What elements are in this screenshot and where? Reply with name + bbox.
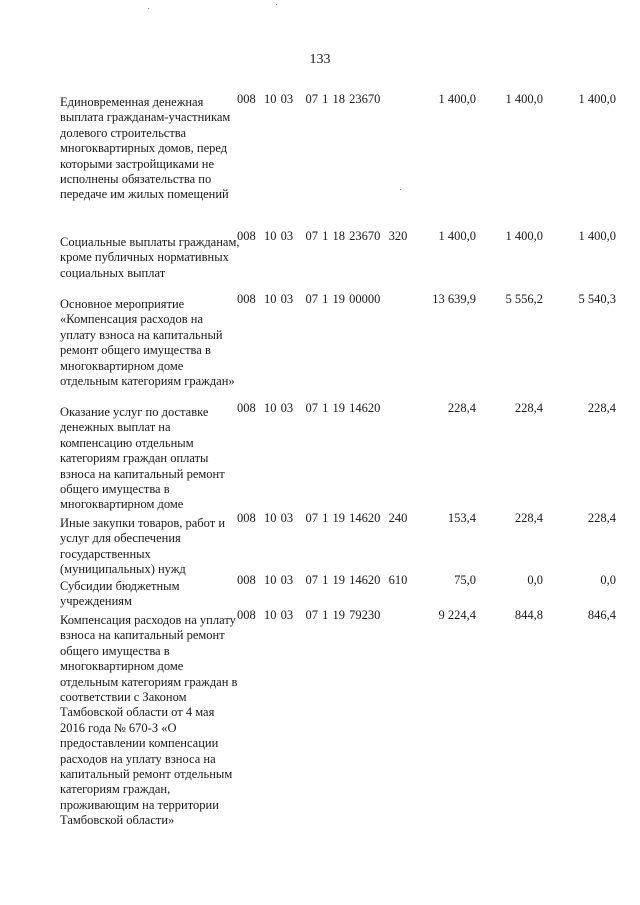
row-value-1: 1 400,0 [438, 92, 476, 106]
row-code: 008 10 03 07 1 18 23670 [237, 92, 381, 106]
row-description: Социальные выплаты гражданам, кроме публичных нормативных социальных выплат [60, 235, 240, 280]
row-code: 008 10 03 07 1 19 00000 [237, 292, 381, 306]
row-value-3: 0,0 [600, 573, 616, 587]
row-value-2: 1 400,0 [505, 92, 543, 106]
row-value-1: 13 639,9 [432, 292, 476, 306]
row-value-2: 1 400,0 [505, 229, 543, 243]
row-value-2: 5 556,2 [505, 292, 543, 306]
scan-speck [276, 4, 277, 5]
row-value-1: 228,4 [447, 401, 476, 415]
row-value-3: 5 540,3 [578, 292, 616, 306]
scan-speck [400, 189, 401, 190]
row-value-2: 844,8 [514, 608, 543, 622]
row-code: 008 10 03 07 1 19 79230 [237, 608, 381, 622]
row-value-1: 75,0 [454, 573, 476, 587]
row-value-1: 153,4 [447, 511, 476, 525]
row-description: Иные закупки товаров, работ и услуг для обеспечения государственных (муниципальных) нужд [60, 516, 226, 577]
row-value-3: 1 400,0 [578, 92, 616, 106]
row-value-3: 1 400,0 [578, 229, 616, 243]
row-description: Оказание услуг по доставке денежных выплат на компенсацию отдельным категориям граждан оплаты взноса на капитальный ремонт общего имущества в многоквартирном доме [60, 405, 225, 512]
row-description: Компенсация расходов на уплату взноса на капитальный ремонт общего имущества в многоквартирном доме отдельным категориям граждан в соответствии с Законом Тамбовской области от 4 мая 2016 года № 670-З «О предоставлении компенсации расходов на уплату взноса на капитальный ремонт отдельным категориям граждан, проживающим на территории Тамбовской области» [60, 613, 238, 828]
page-number: 133 [309, 52, 331, 67]
row-description: Единовременная денежная выплата гражданам-участникам долевого строительства многоквартирных домов, перед которыми застройщиками не исполнены обязательства по передаче им жилых помещений [60, 95, 231, 202]
row-value-2: 228,4 [514, 511, 543, 525]
row-code: 008 10 03 07 1 19 14620 [237, 401, 381, 415]
row-description: Субсидии бюджетным учреждениям [60, 579, 180, 609]
row-code: 008 10 03 07 1 19 14620 610 [237, 573, 408, 587]
row-code: 008 10 03 07 1 19 14620 240 [237, 511, 408, 525]
row-value-3: 228,4 [587, 401, 616, 415]
row-value-2: 0,0 [527, 573, 543, 587]
row-value-3: 846,4 [587, 608, 616, 622]
row-value-1: 9 224,4 [438, 608, 476, 622]
row-description: Основное мероприятие «Компенсация расходов на уплату взноса на капитальный ремонт общего имущества в многоквартирном доме отдельным категориям граждан» [60, 297, 235, 389]
row-value-1: 1 400,0 [438, 229, 476, 243]
scan-speck [148, 8, 149, 9]
row-code: 008 10 03 07 1 18 23670 320 [237, 229, 408, 243]
row-value-2: 228,4 [514, 401, 543, 415]
row-value-3: 228,4 [587, 511, 616, 525]
